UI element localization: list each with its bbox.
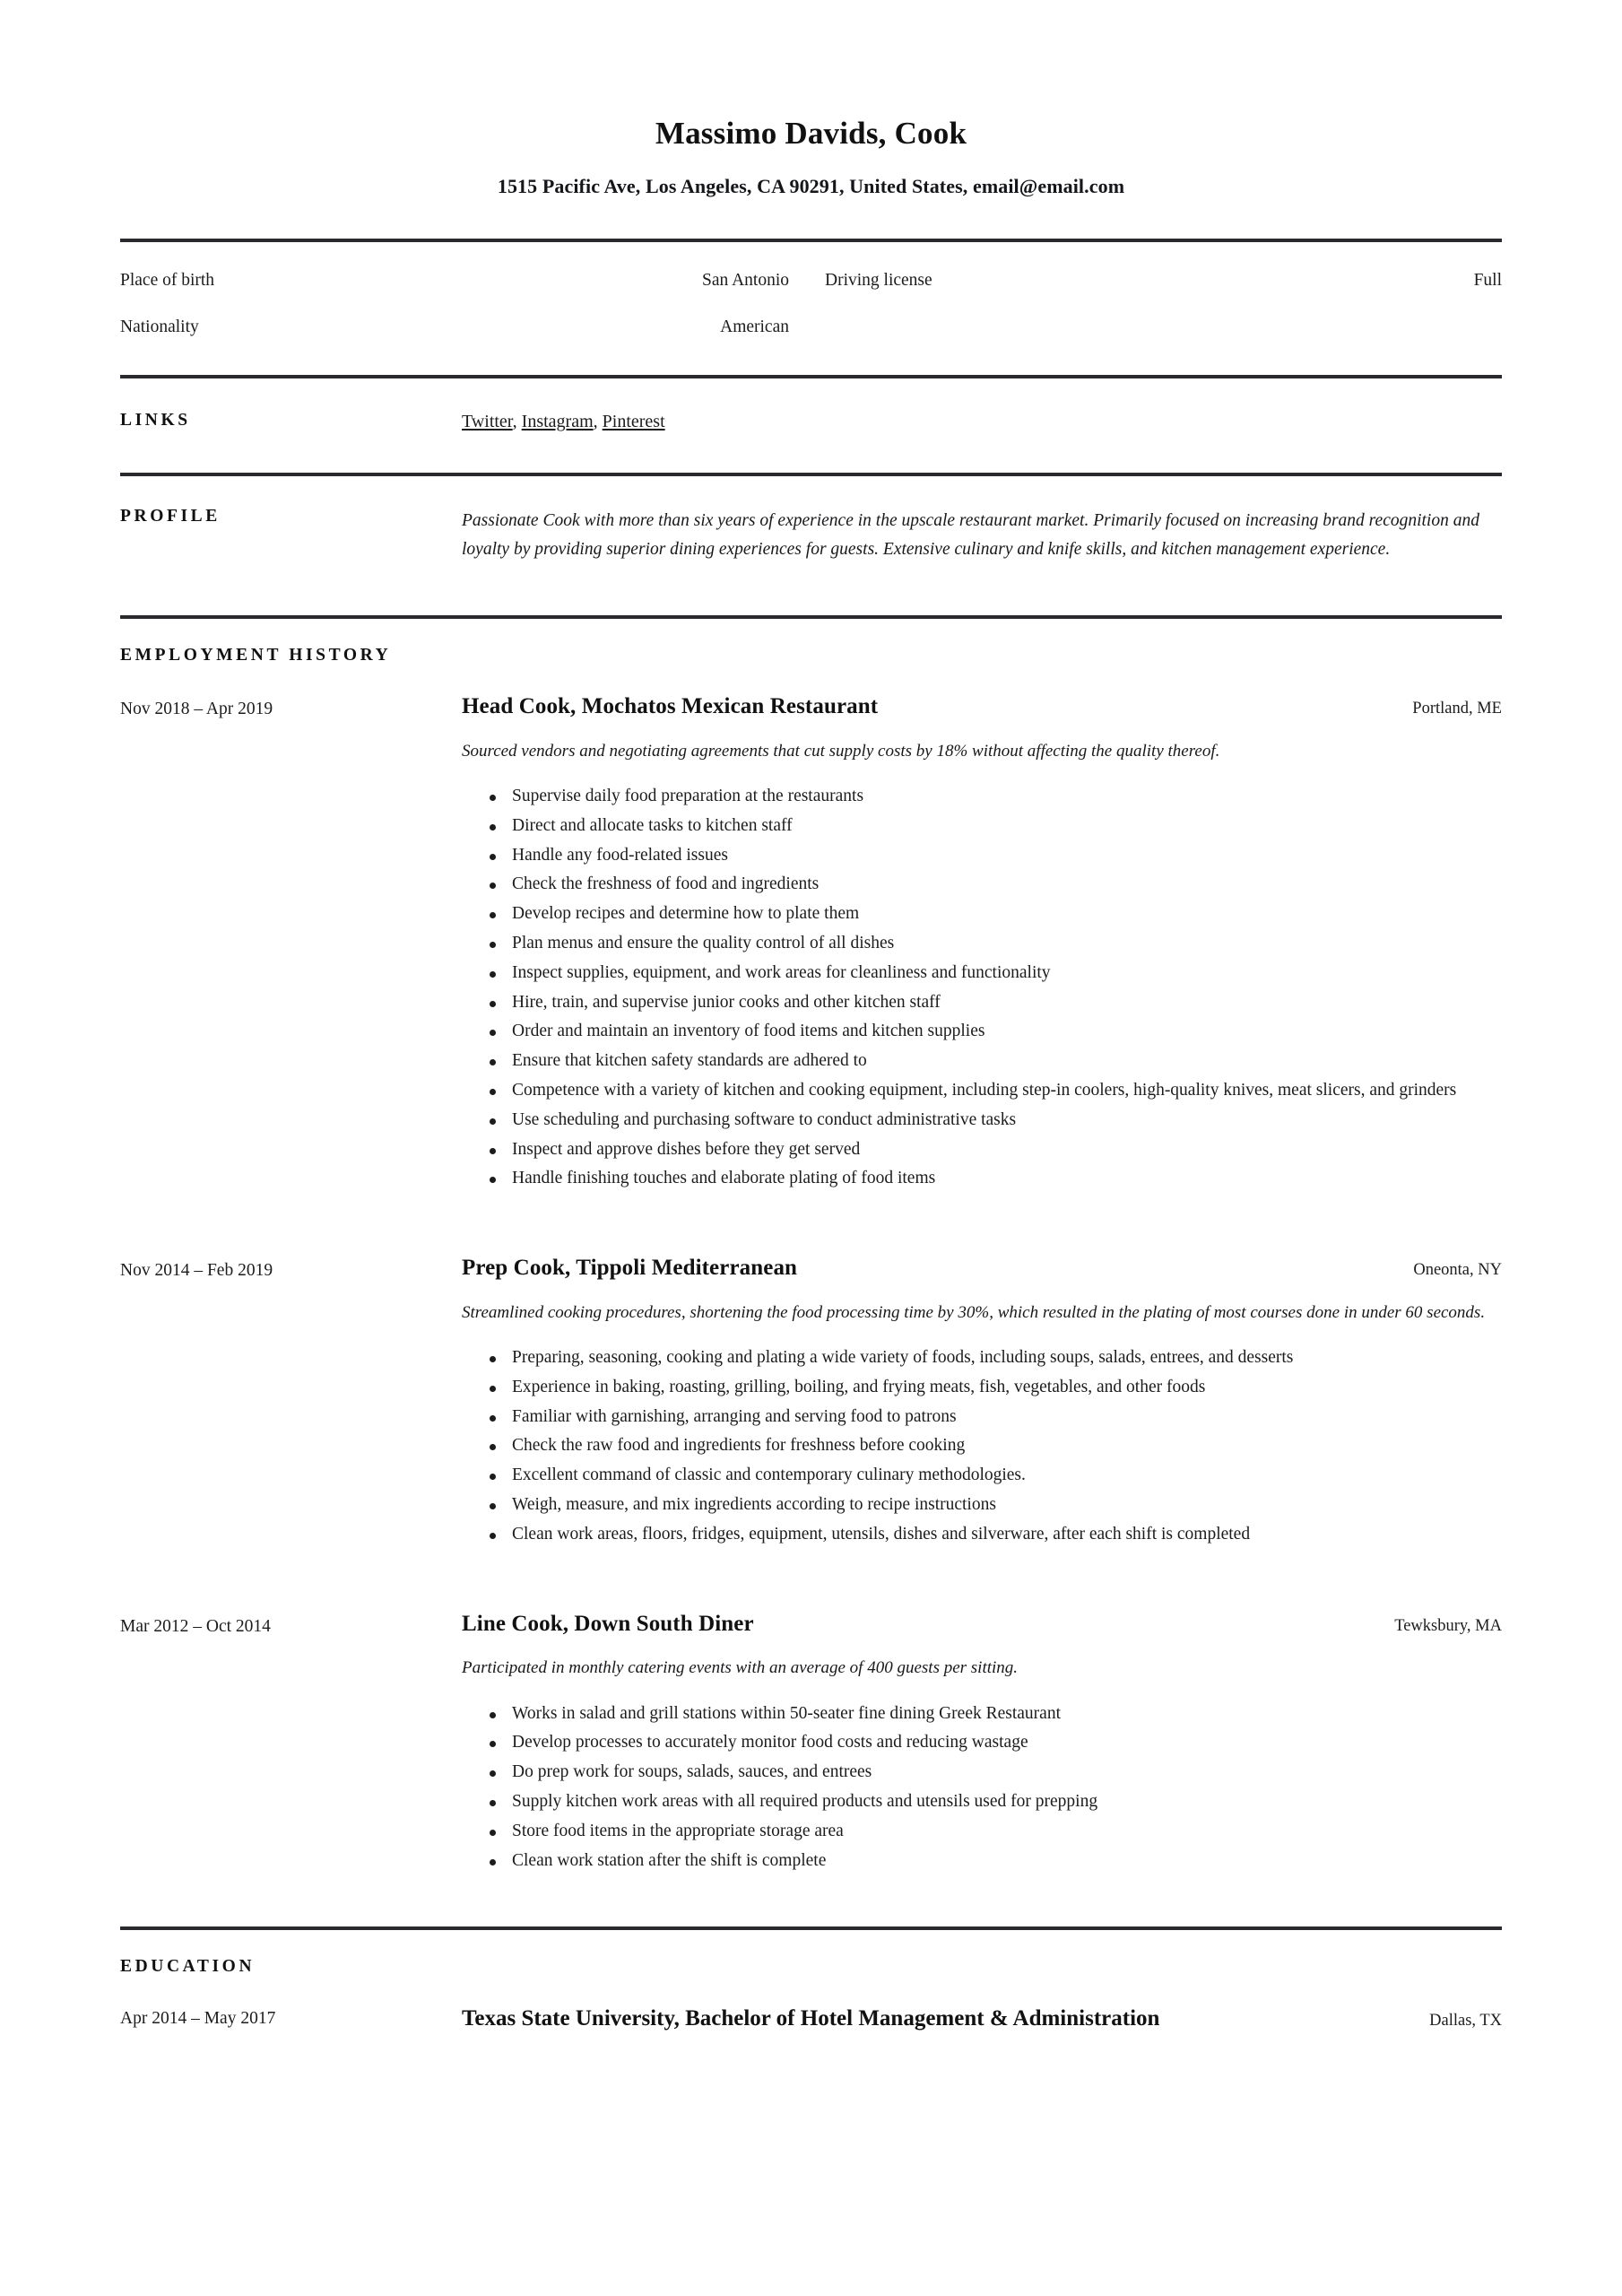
job-title: Head Cook, Mochatos Mexican Restaurant	[462, 694, 879, 719]
job-bullet: Clean work station after the shift is complete	[462, 1848, 1502, 1875]
nationality-label: Nationality	[120, 317, 199, 336]
job-summary: Sourced vendors and negotiating agreements that cut supply costs by 18% without affecting the quality thereof.	[462, 741, 1220, 761]
bottom-spacer	[120, 2034, 1502, 2160]
profile-heading: PROFILE	[120, 507, 221, 526]
employment-entry	[120, 692, 1502, 1195]
job-bullet: Familiar with garnishing, arranging and serving food to patrons	[462, 1404, 1502, 1431]
job-bullet: Store food items in the appropriate storage area	[462, 1818, 1502, 1846]
job-summary: Streamlined cooking procedures, shortening the food processing time by 30%, which resulted in the plating of most courses done in under 60 seconds.	[462, 1302, 1486, 1322]
job-bullet: Experience in baking, roasting, grilling, boiling, and frying meats, fish, vegetables, and other foods	[462, 1374, 1502, 1402]
employment-entry	[120, 1254, 1502, 1550]
job-bullet: Handle any food-related issues	[462, 842, 1502, 870]
job-bullet: Check the freshness of food and ingredients	[462, 871, 1502, 899]
education-title: Texas State University, Bachelor of Hotel Management & Administration	[462, 2006, 1160, 2031]
job-dates: Mar 2012 – Oct 2014	[120, 1616, 271, 1636]
driving-license-label: Driving license	[825, 271, 932, 290]
education-entry	[120, 2004, 1502, 2034]
job-bullet: Supervise daily food preparation at the restaurants	[462, 783, 1502, 811]
education-section	[120, 1930, 1502, 2034]
place-of-birth-value: San Antonio	[702, 271, 789, 290]
spacer	[120, 1195, 1502, 1227]
employment-section	[120, 619, 1502, 1876]
spacer	[120, 1551, 1502, 1583]
job-bullet-list	[462, 1344, 1502, 1549]
job-bullet: Preparing, seasoning, cooking and plating a wide variety of foods, including soups, salads, entrees, and desserts	[462, 1344, 1502, 1372]
job-bullet: Excellent command of classic and contemporary culinary methodologies.	[462, 1462, 1502, 1490]
job-bullet: Order and maintain an inventory of food items and kitchen supplies	[462, 1018, 1502, 1046]
link-separator: ,	[593, 412, 603, 431]
job-bullet-list	[462, 1700, 1502, 1875]
detail-row	[120, 272, 1502, 290]
job-dates: Nov 2018 – Apr 2019	[120, 700, 273, 719]
job-bullet: Use scheduling and purchasing software to conduct administrative tasks	[462, 1107, 1502, 1135]
job-bullet: Competence with a variety of kitchen and cooking equipment, including step-in coolers, high-quality knives, meat slicers, and grinders	[462, 1077, 1502, 1105]
job-title: Prep Cook, Tippoli Mediterranean	[462, 1256, 798, 1281]
job-bullet-list	[462, 783, 1502, 1193]
job-bullet: Clean work areas, floors, fridges, equipment, utensils, dishes and silverware, after each shift is completed	[462, 1521, 1502, 1549]
driving-license-value: Full	[1473, 271, 1502, 290]
profile-text: Passionate Cook with more than six years of experience in the upscale restaurant market. Primarily focused on increasing brand recognition and loyalty by providing superior dining experiences for guests. Extensive culinary and knife skills, and kitchen management experience.	[462, 511, 1479, 559]
education-location: Dallas, TX	[1429, 2012, 1502, 2031]
place-of-birth-label: Place of birth	[120, 271, 215, 290]
education-dates: Apr 2014 – May 2017	[120, 2009, 276, 2029]
job-bullet: Works in salad and grill stations within 50-seater fine dining Greek Restaurant	[462, 1700, 1502, 1728]
job-bullet: Inspect and approve dishes before they get served	[462, 1136, 1502, 1164]
job-bullet: Weigh, measure, and mix ingredients according to recipe instructions	[462, 1492, 1502, 1519]
job-location: Oneonta, NY	[1413, 1261, 1502, 1280]
personal-details-section	[120, 242, 1502, 343]
links-section	[120, 378, 1502, 441]
document-header	[120, 0, 1502, 198]
page-title: Massimo Davids, Cook	[655, 116, 967, 151]
job-bullet: Inspect supplies, equipment, and work areas for cleanliness and functionality	[462, 960, 1502, 987]
job-location: Tewksbury, MA	[1394, 1616, 1502, 1635]
contact-line: 1515 Pacific Ave, Los Angeles, CA 90291, United States, email@email.com	[497, 175, 1125, 197]
job-dates: Nov 2014 – Feb 2019	[120, 1261, 273, 1281]
job-bullet: Check the raw food and ingredients for freshness before cooking	[462, 1432, 1502, 1460]
job-bullet: Supply kitchen work areas with all required products and utensils used for prepping	[462, 1788, 1502, 1816]
job-title: Line Cook, Down South Diner	[462, 1611, 754, 1636]
links-heading: LINKS	[120, 411, 191, 430]
link-instagram[interactable]: Instagram	[521, 412, 594, 431]
job-bullet: Ensure that kitchen safety standards are adhered to	[462, 1048, 1502, 1075]
job-bullet: Handle finishing touches and elaborate plating of food items	[462, 1165, 1502, 1193]
job-bullet: Direct and allocate tasks to kitchen staff	[462, 813, 1502, 840]
job-location: Portland, ME	[1412, 700, 1502, 718]
employment-entry	[120, 1610, 1502, 1877]
nationality-value: American	[720, 317, 789, 336]
job-summary: Participated in monthly catering events with an average of 400 guests per sitting.	[462, 1658, 1019, 1678]
profile-section	[120, 476, 1502, 579]
job-bullet: Develop processes to accurately monitor food costs and reducing wastage	[462, 1729, 1502, 1757]
job-bullet: Develop recipes and determine how to plate them	[462, 900, 1502, 928]
detail-row	[120, 318, 1502, 336]
link-separator: ,	[512, 412, 522, 431]
employment-heading: EMPLOYMENT HISTORY	[120, 646, 392, 665]
link-twitter[interactable]: Twitter	[462, 412, 513, 431]
link-pinterest[interactable]: Pinterest	[602, 412, 665, 431]
job-bullet: Hire, train, and supervise junior cooks and other kitchen staff	[462, 989, 1502, 1017]
job-bullet: Do prep work for soups, salads, sauces, and entrees	[462, 1759, 1502, 1787]
education-heading: EDUCATION	[120, 1957, 256, 1977]
links-list	[462, 411, 1502, 432]
job-bullet: Plan menus and ensure the quality control of all dishes	[462, 930, 1502, 958]
